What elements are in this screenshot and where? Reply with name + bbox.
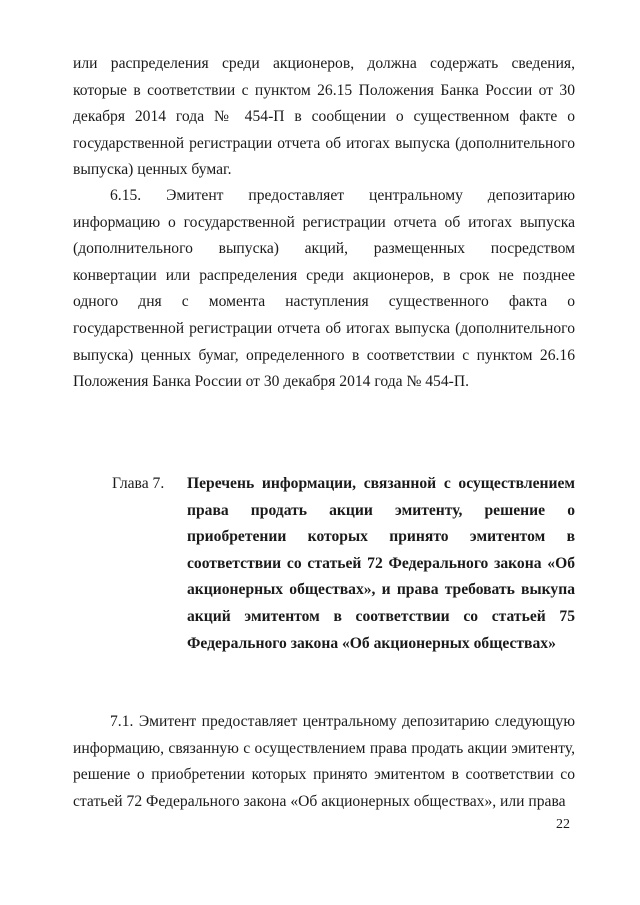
paragraph-6-15: 6.15. Эмитент предоставляет центральному депозитарию информацию о государственной регистрации отчета об итогах выпуска (дополнительного выпуска) акций, размещенных посредством конвертации или распределения среди акционеров, в срок не позднее одного дня с момента наступления существенного факта о государственной регистрации отчета об итогах выпуска (дополнительного выпуска) ценных бумаг, определенного в соответствии с пунктом 26.16 Положения Банка России от 30 декабря 2014 года № 454-П. xyxy=(73,187,575,391)
page-number: 22 xyxy=(556,817,570,832)
paragraph-continuation: или распределения среди акционеров, должна содержать сведения, которые в соответствии с пунктом 26.15 Положения Банка России от 30 декабря 2014 года № 454-П в сообщении о существенном факте о государственной регистрации отчета об итогах выпуска (дополнительного выпуска) ценных бумаг. xyxy=(73,55,575,179)
paragraph-7-1: 7.1. Эмитент предоставляет центральному депозитарию следующую информацию, связанную с осуществлением права продать акции эмитенту, решение о приобретении которых принято эмитентом в соответствии со статьей 72 Федерального закона «Об акционерных обществах», или права xyxy=(73,713,575,810)
chapter-label: Глава 7. xyxy=(112,475,165,492)
chapter-title: Перечень информации, связанной с осуществлением права продать акции эмитенту, решение о приобретении которых принято эмитентом в соответствии со статьей 72 Федерального закона «Об акционерных обществах», и права требовать выкупа акций эмитентом в соответствии со статьей 75 Федерального закона «Об акционерных обществах» xyxy=(187,475,575,652)
